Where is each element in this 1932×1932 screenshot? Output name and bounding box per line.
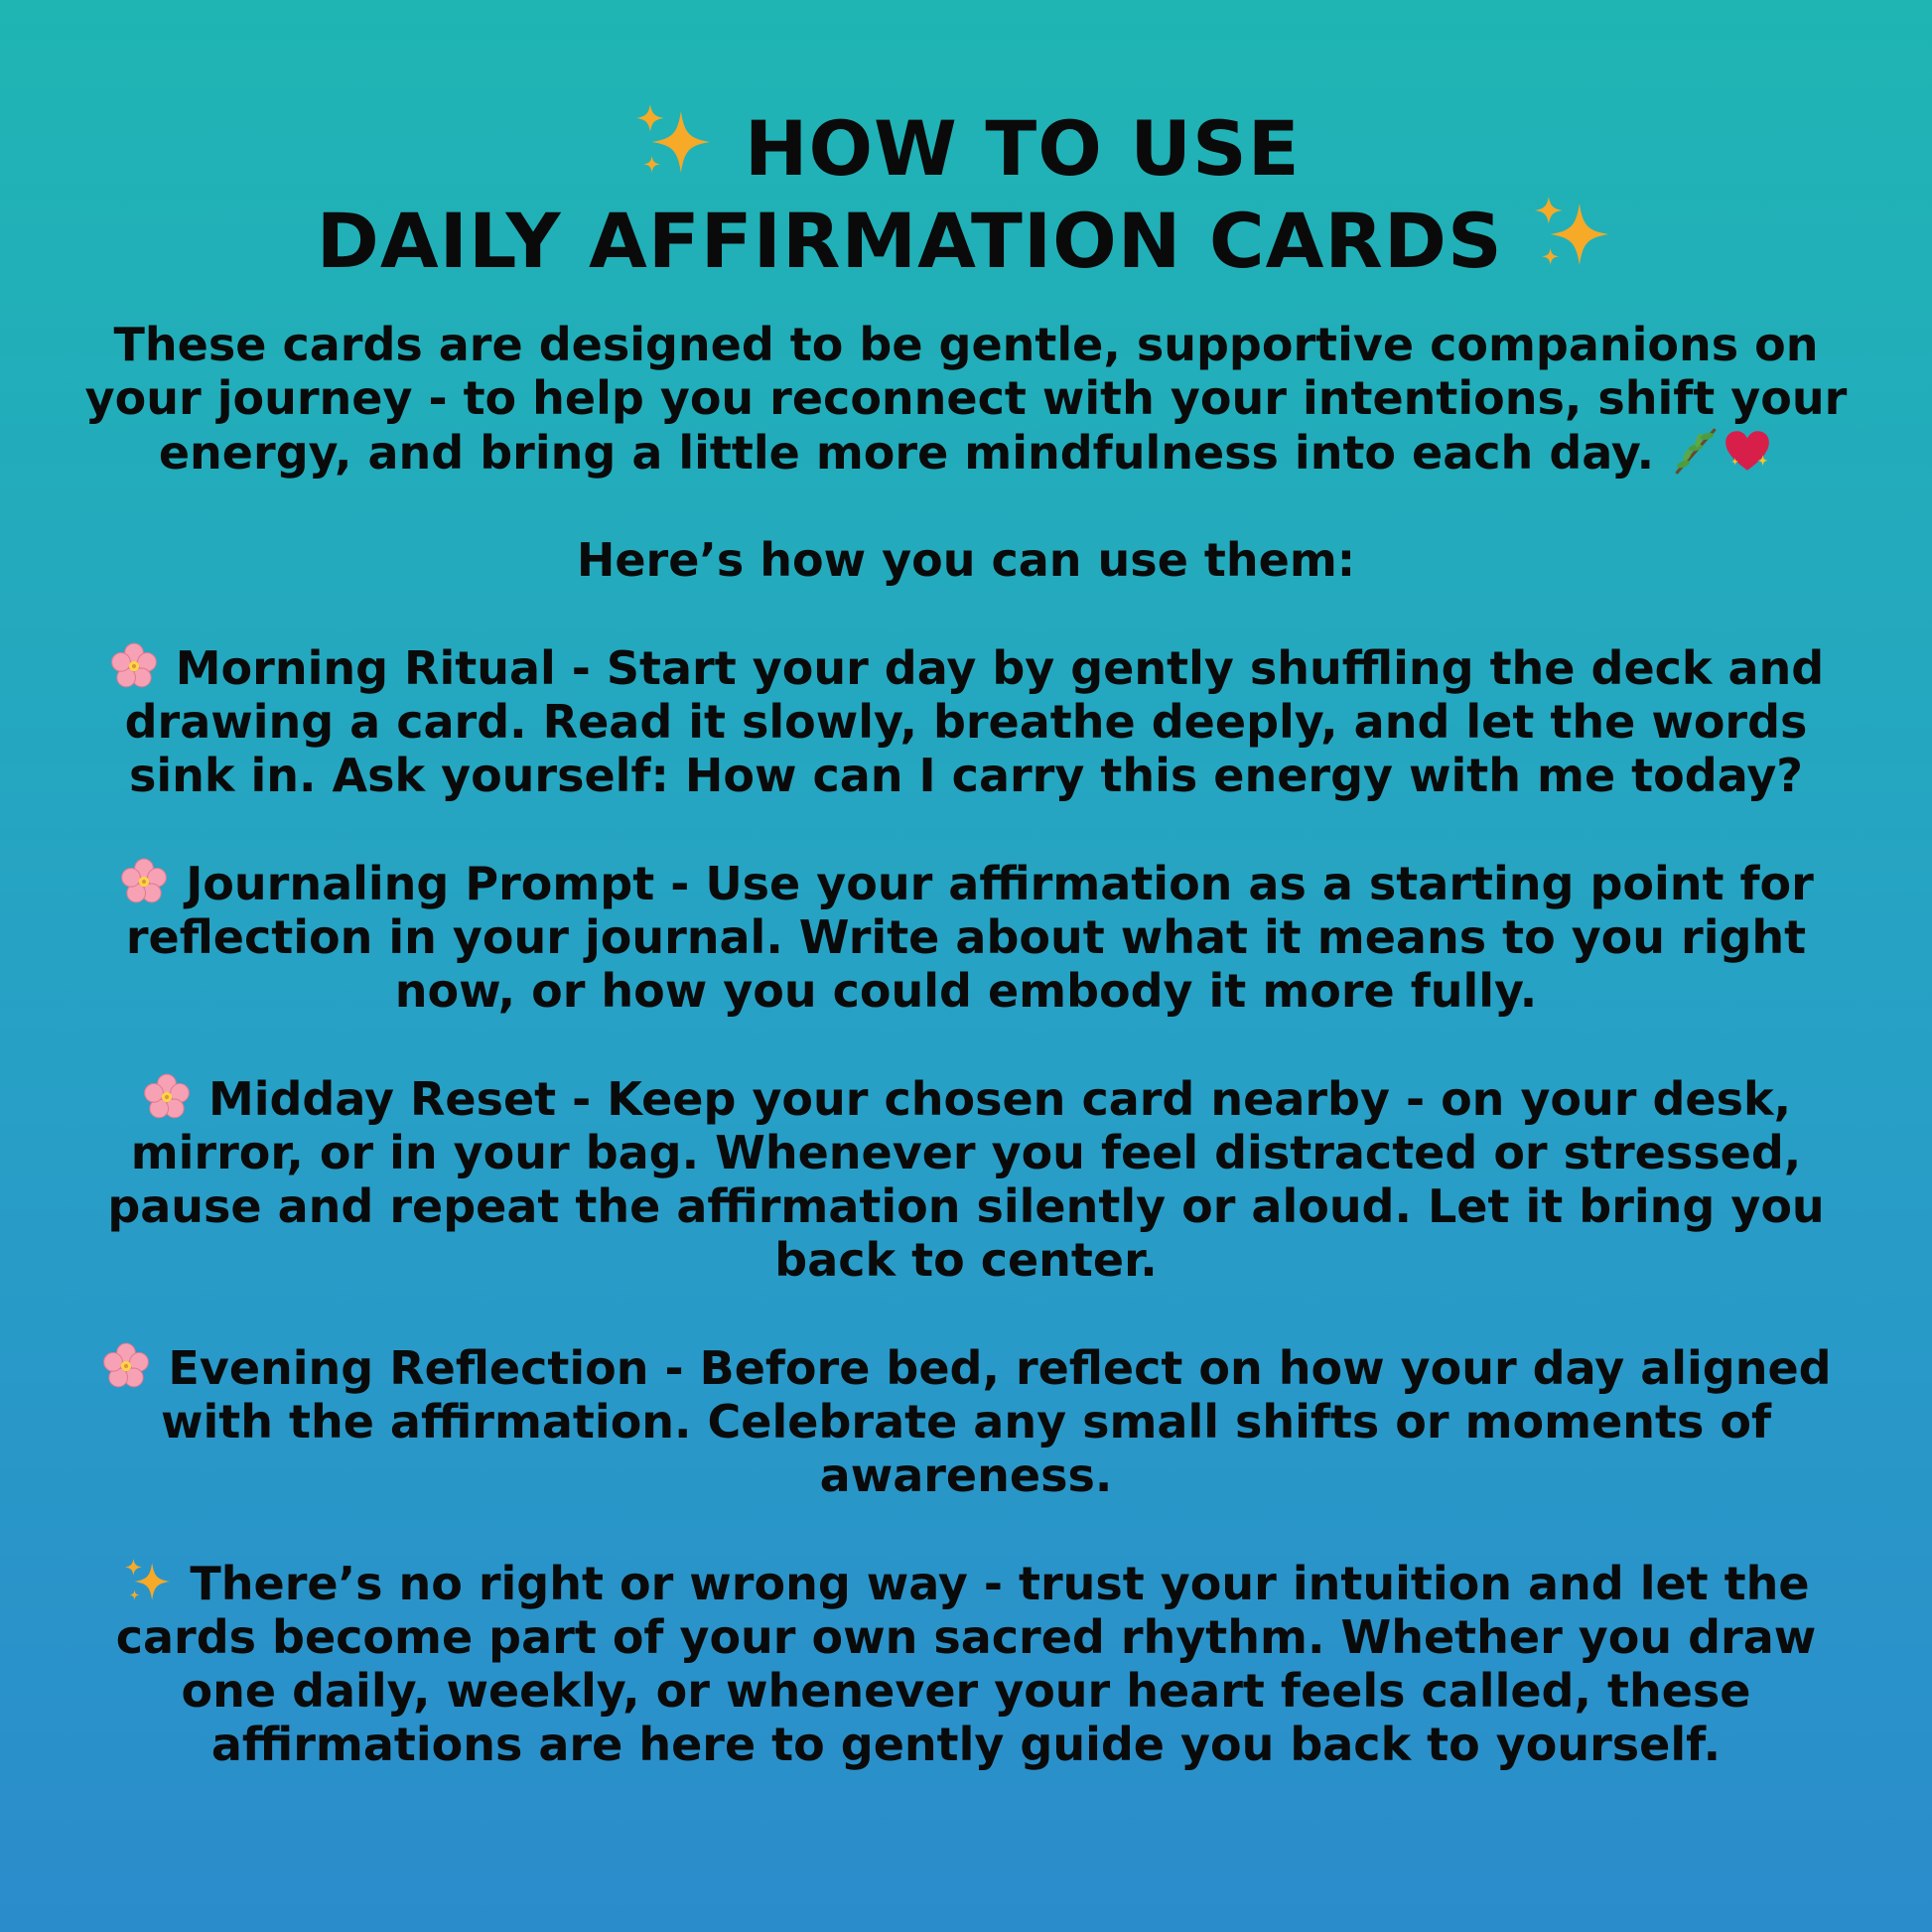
usage-section-text: Morning Ritual - Start your day by gently shuffling the deck and drawing a card. Read it slowly, breathe deeply, and let the words sink in. Ask yourself: How can I carry this energy with me today? [124, 641, 1825, 802]
usage-section [69, 1340, 1863, 1502]
intro-paragraph [69, 318, 1863, 480]
usage-section [69, 856, 1863, 1018]
title-text-2: DAILY AFFIRMATION CARDS [316, 197, 1503, 285]
usage-section-text: Evening Reflection - Before bed, reflect on how your day aligned with the affirmation. Celebrate any small shifts or moments of awareness. [160, 1341, 1832, 1502]
title-line-2 [0, 192, 1932, 284]
cherry-blossom-icon [108, 640, 160, 692]
cherry-blossom-icon [118, 856, 170, 907]
usage-section [69, 640, 1863, 802]
usage-section [69, 1071, 1863, 1287]
sparkling-heart-icon [1722, 425, 1773, 477]
closing-paragraph [69, 1556, 1863, 1771]
cherry-blossom-icon [141, 1071, 193, 1123]
page-title [0, 99, 1932, 284]
sparkles-icon [1530, 192, 1615, 277]
usage-sections [69, 640, 1863, 1502]
intro-line-3 [69, 425, 1863, 480]
sparkles-icon [122, 1556, 174, 1607]
sparkles-icon [631, 99, 717, 185]
intro-line-1: These cards are designed to be gentle, supportive companions on [113, 318, 1819, 371]
intro-line-3-text: energy, and bring a little more mindfulness into each day. [158, 426, 1655, 480]
title-text-1: HOW TO USE [744, 104, 1301, 193]
cherry-blossom-icon [100, 1340, 152, 1392]
usage-section-text: Journaling Prompt - Use your affirmation as a starting point for reflection in your journal. Write about what it means to you right now, or how you could embody it more fully. [125, 857, 1814, 1018]
closing-text: There’s no right or wrong way - trust your intuition and let the cards become part of your own sacred rhythm. Whether you draw one daily, weekly, or whenever your heart feels called, these affirmations are here to gently guide you back to yourself. [115, 1557, 1817, 1771]
title-line-1 [0, 99, 1932, 192]
herb-icon [1670, 425, 1722, 477]
usage-section-text: Midday Reset - Keep your chosen card nearby - on your desk, mirror, or in your bag. Whenever you feel distracted or stressed, pause and repeat the affirmation silently or aloud. Let it bring you back to center. [107, 1072, 1825, 1287]
intro-line-2: your journey - to help you reconnect with your intentions, shift your [84, 371, 1848, 425]
how-to-heading: Here’s how you can use them: [576, 533, 1356, 587]
content [69, 318, 1863, 1825]
